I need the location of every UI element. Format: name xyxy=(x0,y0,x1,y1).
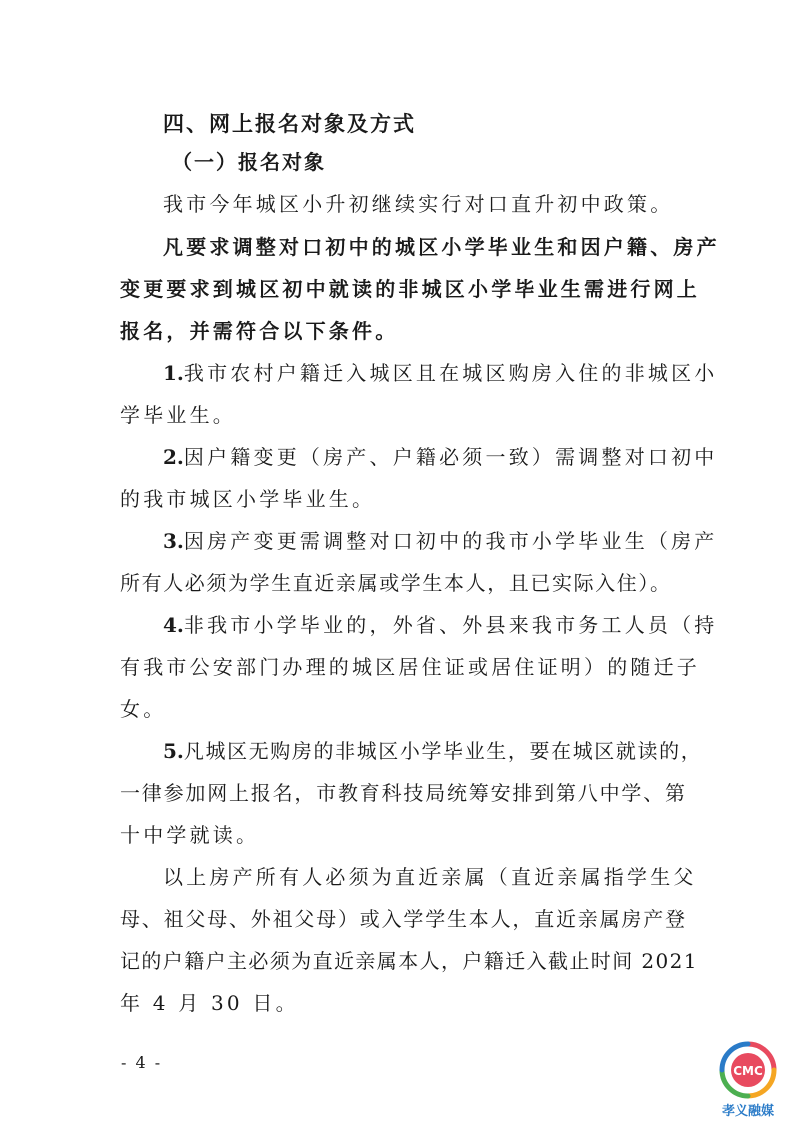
list-item-4-line: 有我市公安部门办理的城区居住证或居住证明）的随迁子 xyxy=(120,655,700,679)
closing-paragraph-line: 母、祖父母、外祖父母）或入学学生本人，直近亲属房产登 xyxy=(120,907,687,931)
bold-paragraph-line: 凡要求调整对口初中的城区小学毕业生和因户籍、房产 xyxy=(163,235,720,259)
bold-paragraph-line: 变更要求到城区初中就读的非城区小学毕业生需进行网上 xyxy=(120,277,700,301)
list-item-number: 2. xyxy=(163,445,184,469)
list-item-number: 1. xyxy=(163,361,184,385)
list-item-number: 3. xyxy=(163,529,184,553)
page-number: - 4 - xyxy=(121,1053,163,1072)
list-item-1-line: 学毕业生。 xyxy=(120,403,236,427)
list-item-1-line: 1.我市农村户籍迁入城区且在城区购房入住的非城区小 xyxy=(163,361,718,385)
list-item-5-line: 5.凡城区无购房的非城区小学毕业生，要在城区就读的， xyxy=(163,739,703,763)
list-item-5-line: 一律参加网上报名，市教育科技局统筹安排到第八中学、第 xyxy=(120,781,687,805)
section-title: 四、网上报名对象及方式 xyxy=(163,111,416,136)
watermark-caption: 孝义融媒 xyxy=(721,1104,774,1119)
closing-paragraph-line: 以上房产所有人必须为直近亲属（直近亲属指学生父 xyxy=(163,865,697,889)
list-item-2-line: 2.因户籍变更（房产、户籍必须一致）需调整对口初中 xyxy=(163,445,718,469)
closing-paragraph-line: 记的户籍户主必须为直近亲属本人，户籍迁入截止时间 2021 xyxy=(120,949,698,973)
closing-paragraph-line: 年 4 月 30 日。 xyxy=(120,991,299,1015)
list-item-number: 5. xyxy=(163,739,184,763)
list-item-3-line: 3.因房产变更需调整对口初中的我市小学毕业生（房产 xyxy=(163,529,718,553)
list-item-2-line: 的我市城区小学毕业生。 xyxy=(120,487,376,511)
list-item-3-line: 所有人必须为学生直近亲属或学生本人，且已实际入住）。 xyxy=(120,571,672,595)
list-item-4-line: 女。 xyxy=(120,697,167,721)
cmc-logo-icon xyxy=(718,1040,778,1100)
logo-text: CMC xyxy=(733,1064,763,1078)
intro-paragraph: 我市今年城区小升初继续实行对口直升初中政策。 xyxy=(163,192,674,216)
list-item-5-line: 十中学就读。 xyxy=(120,823,260,847)
bold-paragraph-line: 报名，并需符合以下条件。 xyxy=(120,319,399,343)
subsection-title: （一）报名对象 xyxy=(172,150,326,174)
list-item-number: 4. xyxy=(163,613,184,637)
list-item-4-line: 4.非我市小学毕业的，外省、外县来我市务工人员（持 xyxy=(163,613,718,637)
